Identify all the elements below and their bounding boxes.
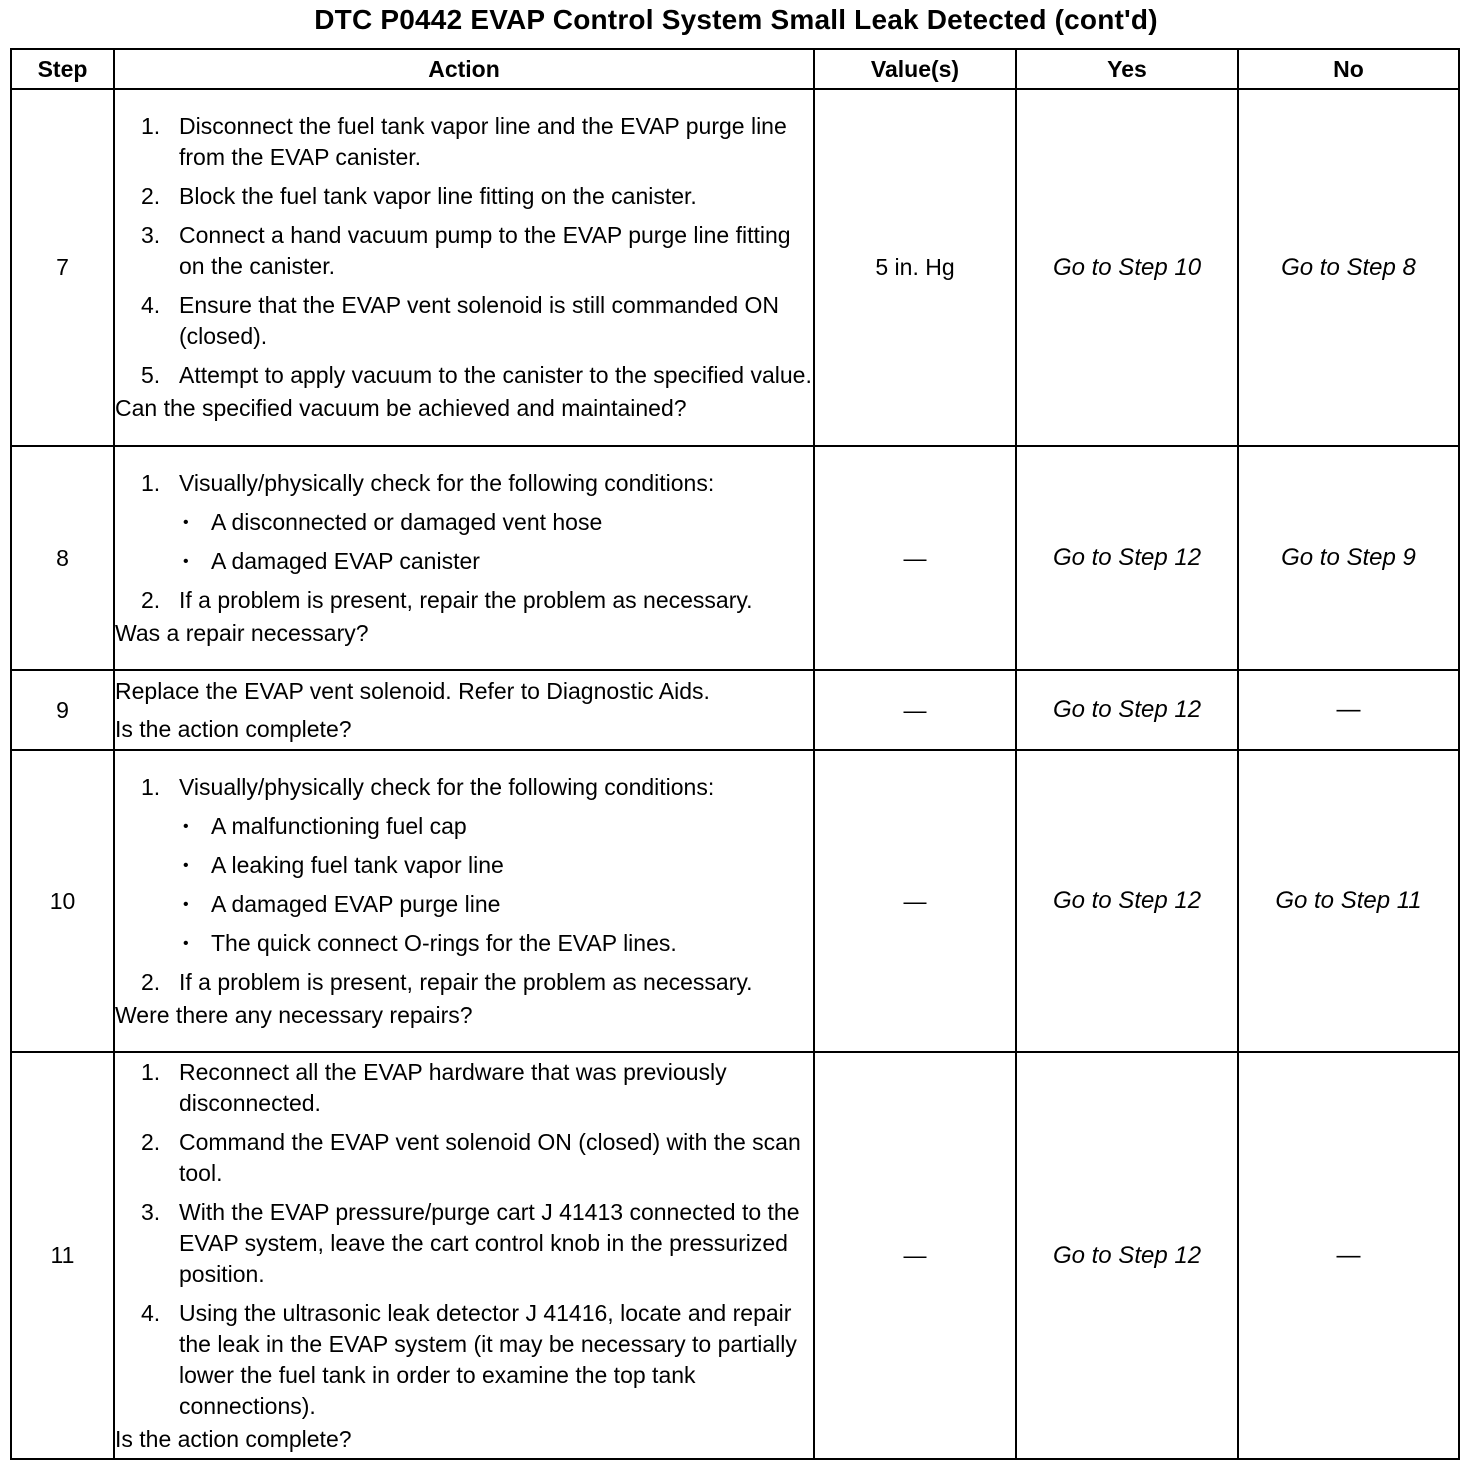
action-item [115, 360, 813, 391]
header-step: Step [11, 49, 114, 89]
no-cell: Go to Step 11 [1238, 750, 1459, 1052]
step-number: 7 [11, 89, 114, 446]
step-number: 11 [11, 1052, 114, 1459]
action-number: 1. [141, 1058, 161, 1085]
value-cell: — [814, 750, 1016, 1052]
action-item [115, 290, 813, 352]
yes-cell: Go to Step 12 [1016, 670, 1238, 750]
action-list [115, 1057, 813, 1422]
bullet-list [179, 507, 813, 577]
action-item [115, 220, 813, 282]
action-item [115, 181, 813, 212]
action-item [115, 772, 813, 959]
header-action: Action [114, 49, 814, 89]
action-cell [114, 1052, 814, 1459]
action-text: If a problem is present, repair the problem as necessary. [179, 968, 753, 995]
action-number: 4. [141, 1299, 161, 1326]
action-cell [114, 446, 814, 670]
action-text: If a problem is present, repair the problem as necessary. [179, 586, 753, 613]
action-item [115, 1127, 813, 1189]
step-question: Can the specified vacuum be achieved and maintained? [115, 395, 687, 421]
header-row [11, 49, 1459, 89]
action-number: 2. [141, 183, 161, 209]
step-question: Is the action complete? [115, 715, 352, 742]
action-cell [114, 750, 814, 1052]
action-text: Visually/physically check for the following conditions: [179, 469, 715, 496]
action-cell [114, 89, 814, 446]
step-number: 9 [11, 670, 114, 750]
action-item [115, 585, 813, 616]
table-row-step-10 [11, 750, 1459, 1052]
action-text: Block the fuel tank vapor line fitting on the canister. [179, 183, 697, 209]
action-item [115, 1197, 813, 1290]
action-number: 5. [141, 362, 161, 388]
action-item [115, 967, 813, 998]
bullet-item: • A damaged EVAP canister [177, 546, 813, 577]
bullet-item: • A leaking fuel tank vapor line [177, 850, 813, 881]
table-row-step-11 [11, 1052, 1459, 1459]
no-cell: Go to Step 9 [1238, 446, 1459, 670]
no-cell: — [1238, 670, 1459, 750]
yes-cell: Go to Step 12 [1016, 446, 1238, 670]
bullet-item: • The quick connect O-rings for the EVAP lines. [177, 928, 813, 959]
no-cell: Go to Step 8 [1238, 89, 1459, 446]
action-item [115, 1057, 813, 1119]
value-cell: — [814, 446, 1016, 670]
table-row-step-9 [11, 670, 1459, 750]
action-text: Connect a hand vacuum pump to the EVAP purge line fitting on the canister. [179, 222, 791, 279]
diagnostic-table [10, 48, 1460, 1460]
action-text: Command the EVAP vent solenoid ON (closed) with the scan tool. [179, 1128, 801, 1186]
bullet-item: • A malfunctioning fuel cap [177, 811, 813, 842]
step-question: Was a repair necessary? [115, 619, 369, 646]
yes-cell: Go to Step 12 [1016, 750, 1238, 1052]
action-text: Attempt to apply vacuum to the canister to the specified value. [179, 362, 812, 388]
action-number: 1. [141, 113, 161, 139]
action-text: Visually/physically check for the following conditions: [179, 773, 715, 800]
action-list [115, 468, 813, 616]
action-number: 1. [141, 773, 161, 800]
action-number: 2. [141, 586, 161, 613]
step-question: Were there any necessary repairs? [115, 1001, 473, 1028]
action-cell [114, 670, 814, 750]
header-no: No [1238, 49, 1459, 89]
value-cell: 5 in. Hg [814, 89, 1016, 446]
table-row-step-8 [11, 446, 1459, 670]
bullet-item: • A damaged EVAP purge line [177, 889, 813, 920]
action-number: 3. [141, 1198, 161, 1225]
step-number: 10 [11, 750, 114, 1052]
action-list [115, 772, 813, 998]
action-number: 2. [141, 968, 161, 995]
action-item [115, 111, 813, 173]
action-number: 2. [141, 1128, 161, 1155]
action-number: 1. [141, 469, 161, 496]
action-text: Ensure that the EVAP vent solenoid is still commanded ON (closed). [179, 292, 780, 349]
yes-cell: Go to Step 12 [1016, 1052, 1238, 1459]
value-cell: — [814, 670, 1016, 750]
action-text: Replace the EVAP vent solenoid. Refer to Diagnostic Aids. [115, 677, 710, 704]
step-question: Is the action complete? [115, 1425, 352, 1452]
action-text: Using the ultrasonic leak detector J 41416, locate and repair the leak in the EVAP system (it may be necessary to partially lower the fuel tank in order to examine the top tank connections). [179, 1299, 797, 1419]
action-text: Disconnect the fuel tank vapor line and the EVAP purge line from the EVAP canister. [179, 113, 787, 170]
action-number: 4. [141, 292, 161, 318]
action-number: 3. [141, 222, 161, 248]
value-cell: — [814, 1052, 1016, 1459]
action-text: Reconnect all the EVAP hardware that was previously disconnected. [179, 1058, 727, 1116]
header-values: Value(s) [814, 49, 1016, 89]
bullet-item: • A disconnected or damaged vent hose [177, 507, 813, 538]
table-row-step-7 [11, 89, 1459, 446]
header-yes: Yes [1016, 49, 1238, 89]
action-item [115, 468, 813, 577]
action-item [115, 1298, 813, 1422]
step-number: 8 [11, 446, 114, 670]
yes-cell: Go to Step 10 [1016, 89, 1238, 446]
bullet-list [179, 811, 813, 959]
no-cell: — [1238, 1052, 1459, 1459]
action-text: With the EVAP pressure/purge cart J 41413 connected to the EVAP system, leave the cart control knob in the pressurized position. [179, 1198, 800, 1287]
action-list [115, 111, 813, 391]
document-title: DTC P0442 EVAP Control System Small Leak Detected (cont'd) [314, 4, 1158, 35]
